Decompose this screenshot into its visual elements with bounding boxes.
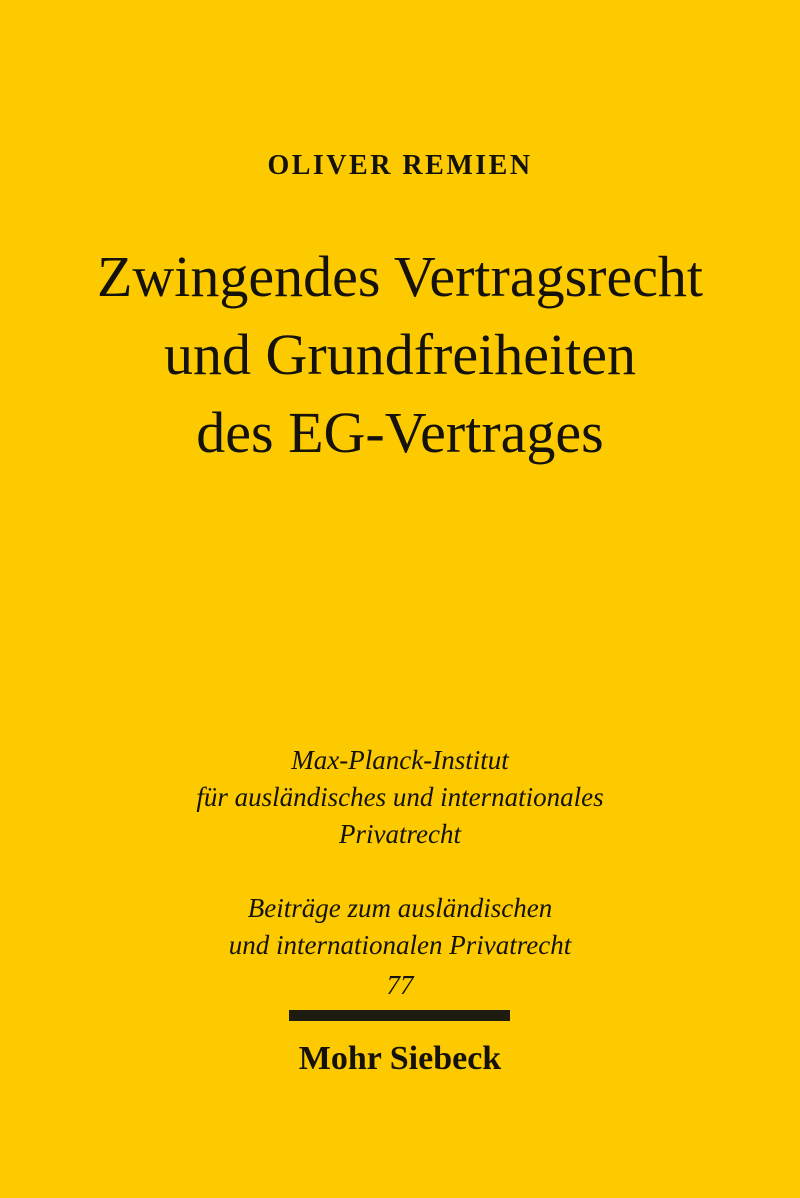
institute-block (0, 742, 800, 853)
title-line-3: des EG-Vertrages (196, 400, 604, 465)
publisher-name: Mohr Siebeck (298, 1040, 502, 1077)
institute-line-1: Max-Planck-Institut (291, 745, 509, 775)
title-line-1: Zwingendes Vertragsrecht (96, 244, 704, 309)
series-line-2: und internationalen Privatrecht (228, 930, 572, 960)
title-line-2: und Grundfreiheiten (164, 322, 636, 387)
series-line-1: Beiträge zum ausländischen (247, 893, 553, 923)
series-rule (289, 1010, 510, 1021)
institute-line-3: Privatrecht (339, 819, 461, 849)
series-number: 77 (386, 970, 414, 1000)
book-title (0, 238, 800, 472)
series-block (0, 890, 800, 1004)
author-name: OLIVER REMIEN (267, 150, 533, 181)
institute-line-2: für ausländisches und internationales (196, 782, 604, 812)
